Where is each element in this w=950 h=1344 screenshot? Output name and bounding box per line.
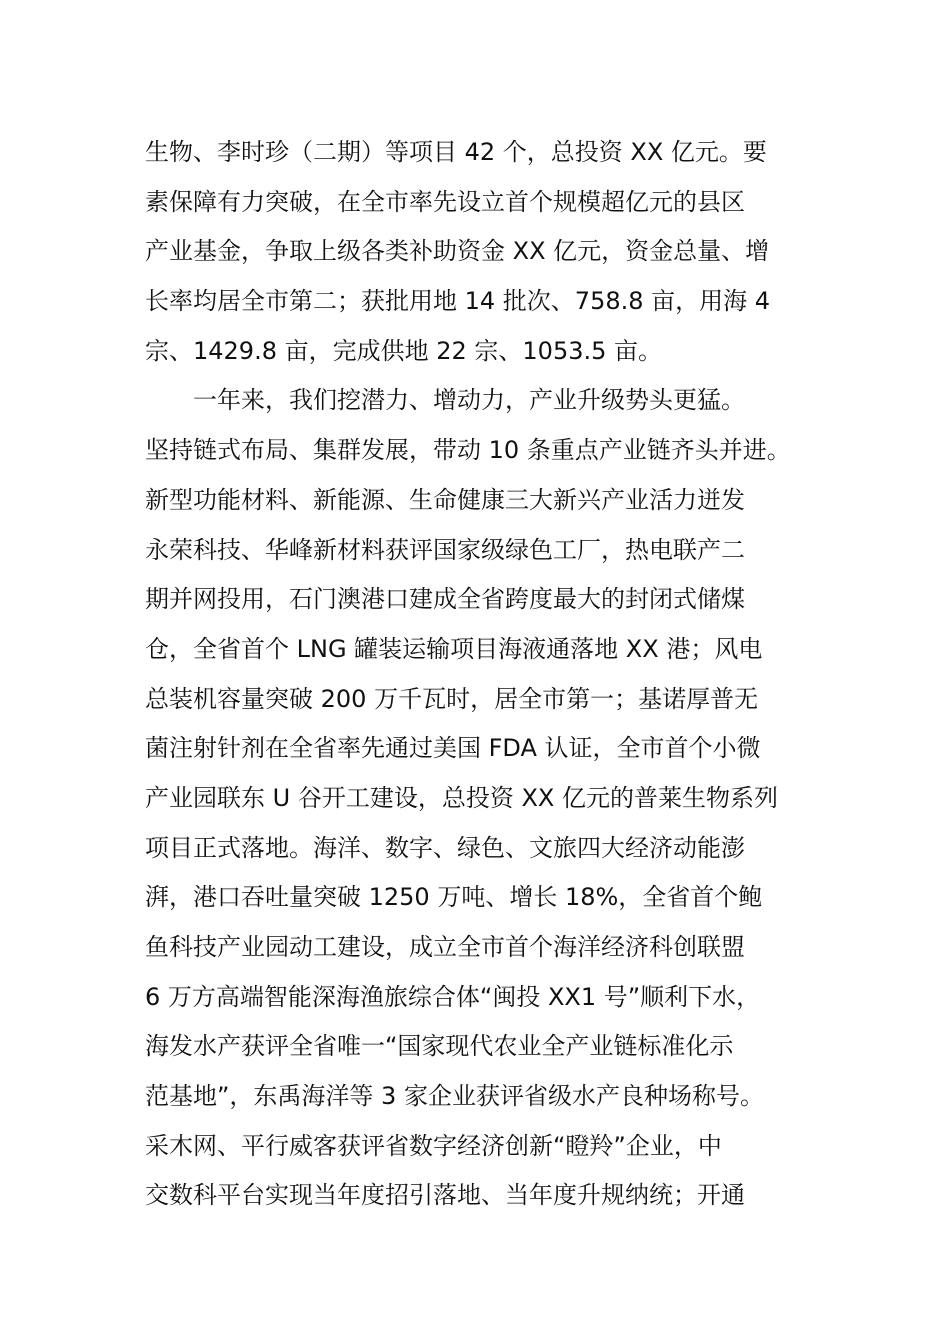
text-line: 范基地”，东禹海洋等 3 家企业获评省级水产良种场称号。	[145, 1082, 764, 1111]
text-line: 项目正式落地。海洋、数字、绿色、文旅四大经济动能澎	[145, 833, 745, 862]
text-line: 海发水产获评全省唯一“国家现代农业全产业链标准化示	[145, 1032, 734, 1061]
text-line: 总装机容量突破 200 万千瓦时，居全市第一；基诺厚普无	[145, 684, 759, 713]
text-line: 新型功能材料、新能源、生命健康三大新兴产业活力迸发	[145, 485, 745, 514]
body-text	[145, 128, 845, 1221]
text-line: 生物、李时珍（二期）等项目 42 个，总投资 XX 亿元。要	[145, 138, 767, 166]
text-line: 菌注射针剂在全省率先通过美国 FDA 认证，全市首个小微	[145, 734, 761, 763]
text-line: 坚持链式布局、集群发展，带动 10 条重点产业链齐头并进。	[145, 436, 791, 465]
text-line: 宗、1429.8 亩，完成供地 22 宗、1053.5 亩。	[145, 336, 663, 365]
text-line: 永荣科技、华峰新材料获评国家级绿色工厂，热电联产二	[145, 535, 745, 564]
text-line: 长率均居全市第二；获批用地 14 批次、758.8 亩，用海 4	[145, 287, 771, 316]
text-line: 采木网、平行威客获评省数字经济创新“瞪羚”企业，中	[145, 1131, 722, 1160]
text-line: 期并网投用，石门澳港口建成全省跨度最大的封闭式储煤	[145, 585, 745, 614]
text-line: 产业基金，争取上级各类补助资金 XX 亿元，资金总量、增	[145, 237, 770, 266]
text-line: 产业园联东 U 谷开工建设，总投资 XX 亿元的普莱生物系列	[145, 783, 778, 812]
text-line: 鱼科技产业园动工建设，成立全市首个海洋经济科创联盟	[145, 933, 745, 961]
text-line: 湃，港口吞吐量突破 1250 万吨、增长 18%，全省首个鲍	[145, 883, 763, 912]
text-line: 6 万方高端智能深海渔旅综合体“闽投 XX1 号”顺利下水，	[145, 982, 761, 1011]
text-line: 仓，全省首个 LNG 罐装运输项目海液通落地 XX 港；风电	[145, 634, 763, 663]
text-line: 交数科平台实现当年度招引落地、当年度升规纳统；开通	[145, 1181, 745, 1210]
text-line: 素保障有力突破，在全市率先设立首个规模超亿元的县区	[145, 187, 745, 216]
paragraph-first-line: 一年来，我们挖潜力、增动力，产业升级势头更猛。	[193, 386, 745, 415]
